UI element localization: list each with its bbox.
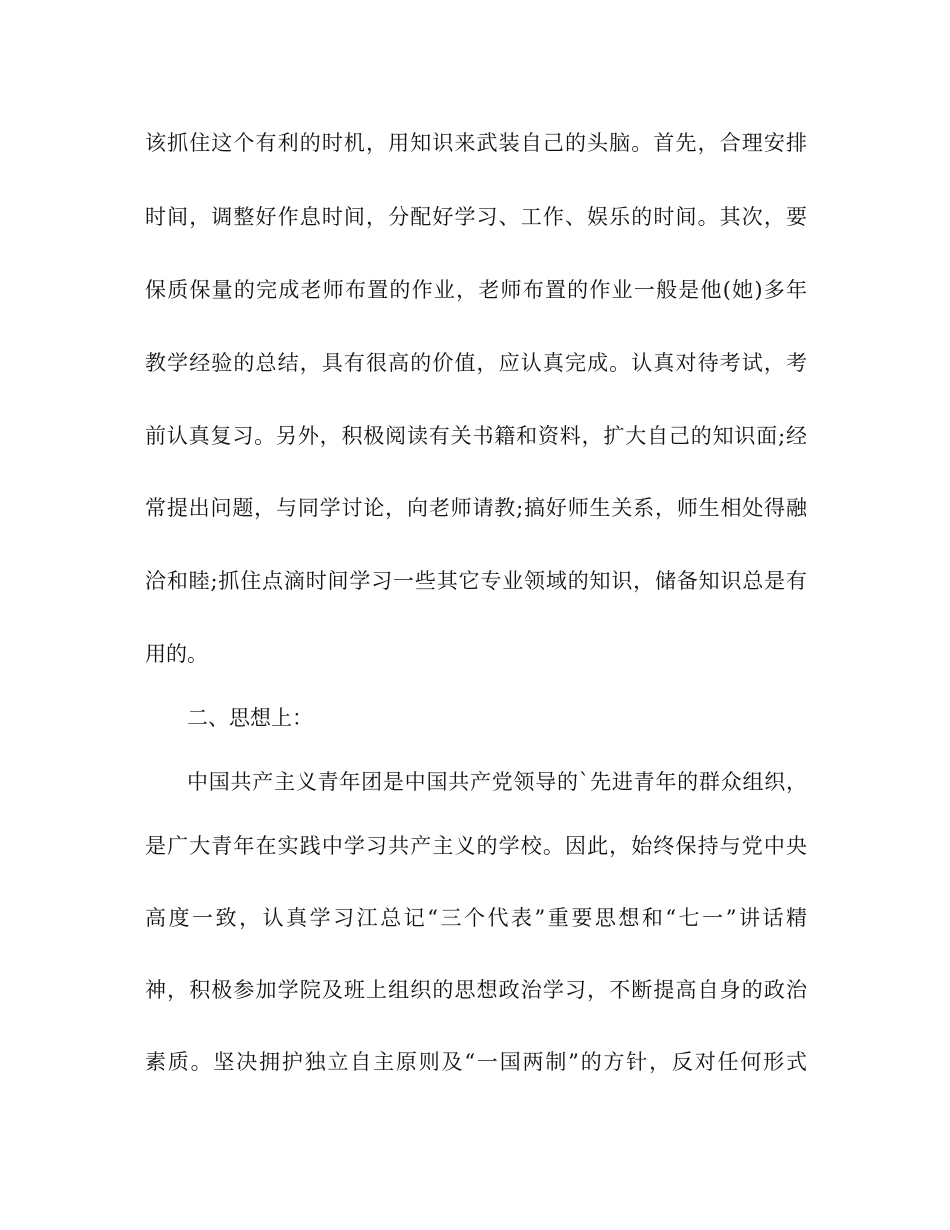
paragraph-line: 时间，调整好作息时间，分配好学习、工作、娱乐的时间。其次，要 xyxy=(145,205,807,229)
paragraph-line: 常提出问题，与同学讨论，向老师请教;搞好师生关系，师生相处得融 xyxy=(145,496,807,520)
paragraph-line-first: 中国共产主义青年团是中国共产党领导的`先进青年的群众组织， xyxy=(187,770,807,794)
paragraph-line: 神，积极参加学院及班上组织的思想政治学习，不断提高自身的政治 xyxy=(145,978,807,1002)
paragraph-line: 教学经验的总结，具有很高的价值，应认真完成。认真对待考试，考 xyxy=(145,351,807,375)
section-heading: 二、思想上： xyxy=(187,706,313,730)
paragraph-line-last: 用的。 xyxy=(145,642,208,666)
paragraph-line: 洽和睦;抓住点滴时间学习一些其它专业领域的知识，储备知识总是有 xyxy=(145,569,807,593)
paragraph-line: 是广大青年在实践中学习共产主义的学校。因此，始终保持与党中央 xyxy=(145,834,807,858)
paragraph-line: 高度一致，认真学习江总记“三个代表”重要思想和“七一”讲话精 xyxy=(145,906,807,930)
paragraph-line: 素质。坚决拥护独立自主原则及“一国两制”的方针，反对任何形式 xyxy=(145,1050,807,1074)
paragraph-line: 保质保量的完成老师布置的作业，老师布置的作业一般是他(她)多年 xyxy=(145,278,807,302)
paragraph-line: 该抓住这个有利的时机，用知识来武装自己的头脑。首先，合理安排 xyxy=(145,131,807,155)
paragraph-line: 前认真复习。另外，积极阅读有关书籍和资料，扩大自己的知识面;经 xyxy=(145,424,807,448)
